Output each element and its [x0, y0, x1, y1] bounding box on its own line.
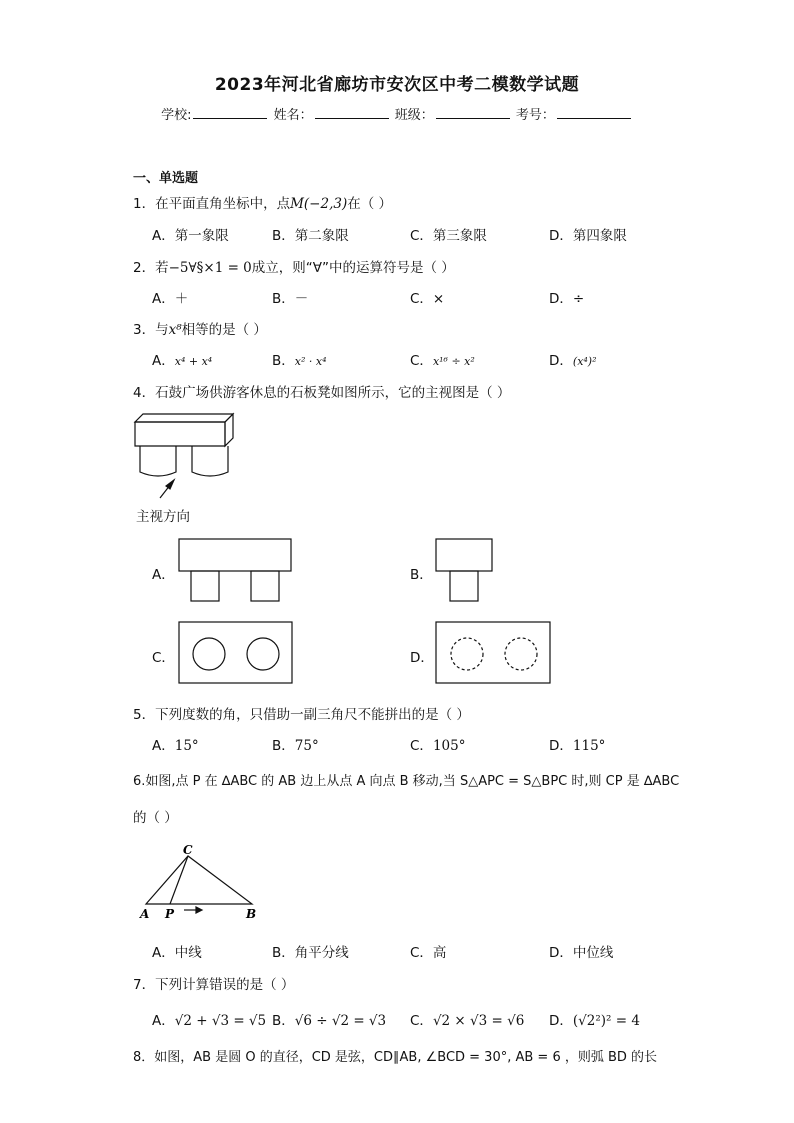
- q1-text-post: 在（ ）: [347, 196, 393, 212]
- question-2: [133, 256, 455, 276]
- q5-option-b[interactable]: [272, 734, 319, 754]
- question-5: 5．下列度数的角，只借助一副三角尺不能拼出的是（ ）: [133, 707, 470, 723]
- q1-option-b[interactable]: B．第二象限: [272, 228, 349, 244]
- q3-option-c[interactable]: [410, 349, 475, 369]
- q5-option-a[interactable]: [152, 734, 199, 754]
- q3-option-b-expr: x² · x⁴: [294, 355, 327, 368]
- q3-math: x⁸: [168, 322, 182, 338]
- section-heading: 一、单选题: [133, 171, 199, 186]
- q5-option-b-label: B．: [272, 738, 295, 754]
- q7-option-b-label: B．: [272, 1013, 295, 1029]
- triangle-abc-figure: [132, 840, 262, 922]
- student-info-line: [0, 104, 794, 123]
- q4-option-a-label[interactable]: A．: [152, 567, 175, 583]
- school-label: 学校:: [161, 108, 192, 123]
- bench-left-cylinder: [140, 446, 176, 476]
- q3-option-c-label: C．: [410, 353, 433, 369]
- question-6-line-2: 的（ ）: [133, 810, 178, 826]
- q3-option-d[interactable]: [549, 349, 597, 369]
- bench-3d-figure: [130, 408, 250, 500]
- q2-option-c[interactable]: C．×: [410, 291, 445, 307]
- q5-option-d-label: D．: [549, 738, 573, 754]
- q3-text-pre: 3．与: [133, 322, 169, 338]
- bench-front-face: [135, 422, 225, 446]
- q1-option-d[interactable]: D．第四象限: [549, 228, 627, 244]
- q1-math: M(−2,3): [290, 196, 348, 212]
- number-blank[interactable]: [557, 106, 631, 119]
- q4-option-b-label[interactable]: B．: [410, 567, 433, 583]
- q3-option-d-label: D．: [549, 353, 573, 369]
- q2-option-d[interactable]: D．÷: [549, 291, 585, 307]
- name-label: 姓名：: [273, 108, 313, 123]
- number-label: 考号：: [515, 108, 555, 123]
- question-8: 8．如图，AB 是圆 O 的直径，CD 是弦，CD∥AB, ∠BCD = 30°, AB = 6 ，则弧 BD 的长: [133, 1050, 658, 1065]
- q4-option-c-label[interactable]: C．: [152, 650, 175, 666]
- q2-text-post: 成立，则“∀”中的运算符号是（ ）: [251, 260, 455, 276]
- q2-option-a[interactable]: A．＋: [152, 291, 189, 307]
- view-direction-label: 主视方向: [136, 509, 190, 525]
- q3-option-c-expr: x¹⁶ ÷ x²: [432, 355, 475, 368]
- q5-option-a-label: A．: [152, 738, 175, 754]
- q2-math: −5∀§×1 = 0: [168, 260, 252, 276]
- q6-option-d[interactable]: D．中位线: [549, 945, 614, 961]
- q3-text-post: 相等的是（ ）: [181, 322, 267, 338]
- q7-option-a-expr: √2 + √3 = √5: [174, 1013, 267, 1029]
- q6-option-c[interactable]: C．高: [410, 945, 447, 961]
- q1-option-c[interactable]: C．第三象限: [410, 228, 487, 244]
- q5-option-c-label: C．: [410, 738, 433, 754]
- q5-option-c-value: 105°: [432, 738, 466, 754]
- point-a-label: A: [140, 907, 150, 921]
- q7-option-b[interactable]: [272, 1009, 386, 1029]
- q3-option-a[interactable]: [152, 349, 212, 369]
- triangle-abc: [146, 856, 252, 904]
- page-title: 2023年河北省廊坊市安次区中考二模数学试题: [214, 75, 580, 95]
- q2-text-pre: 2．若: [133, 260, 169, 276]
- question-1: [133, 192, 392, 212]
- q4-option-b-figure[interactable]: [435, 538, 495, 604]
- q7-option-b-expr: √6 ÷ √2 = √3: [294, 1013, 387, 1029]
- q5-option-b-value: 75°: [294, 738, 319, 754]
- q3-option-b-label: B．: [272, 353, 295, 369]
- q7-option-d[interactable]: [549, 1009, 640, 1029]
- q4-option-a-figure[interactable]: [178, 538, 294, 604]
- q1-option-a[interactable]: A．第一象限: [152, 228, 229, 244]
- q3-option-b[interactable]: [272, 349, 326, 369]
- question-4: 4．石鼓广场供游客休息的石板凳如图所示，它的主视图是（ ）: [133, 385, 511, 401]
- segment-cp: [170, 856, 188, 904]
- question-6-line-1: 6.如图,点 P 在 ∆ABC 的 AB 边上从点 A 向点 B 移动,当 S△APC = S△BPC 时,则 CP 是 ∆ABC: [133, 774, 680, 789]
- class-blank[interactable]: [436, 106, 510, 119]
- q5-option-d-value: 115°: [572, 738, 606, 754]
- q1-text-pre: 1．在平面直角坐标中，点: [133, 196, 291, 212]
- class-label: 班级：: [394, 108, 434, 123]
- q7-option-c[interactable]: [410, 1009, 524, 1029]
- q3-option-a-expr: x⁴ + x⁴: [174, 355, 213, 368]
- bench-top-face: [135, 414, 233, 422]
- question-3: [133, 318, 267, 338]
- point-c-label: C: [183, 843, 193, 857]
- q4-option-d-figure[interactable]: [435, 621, 553, 685]
- q4-option-c-figure[interactable]: [178, 621, 294, 685]
- bench-side-face: [225, 414, 233, 446]
- q7-option-d-expr: (√2²)² = 4: [572, 1013, 640, 1029]
- q6-option-a[interactable]: A．中线: [152, 945, 202, 961]
- q5-option-c[interactable]: [410, 734, 465, 754]
- q3-option-a-label: A．: [152, 353, 175, 369]
- move-arrow-head: [196, 907, 202, 913]
- point-b-label: B: [246, 907, 257, 921]
- point-p-label: P: [165, 907, 175, 921]
- q7-option-a[interactable]: [152, 1009, 266, 1029]
- view-arrow-head: [166, 480, 174, 489]
- q7-option-d-label: D．: [549, 1013, 573, 1029]
- q7-option-a-label: A．: [152, 1013, 175, 1029]
- q6-option-b[interactable]: B．角平分线: [272, 945, 349, 961]
- q4-option-d-label[interactable]: D．: [410, 650, 434, 666]
- school-blank[interactable]: [193, 106, 267, 119]
- name-blank[interactable]: [315, 106, 389, 119]
- q5-option-a-value: 15°: [174, 738, 199, 754]
- question-7: 7．下列计算错误的是（ ）: [133, 977, 295, 993]
- q7-option-c-label: C．: [410, 1013, 433, 1029]
- bench-right-cylinder: [192, 446, 228, 476]
- q3-option-d-expr: (x⁴)²: [572, 355, 597, 368]
- q5-option-d[interactable]: [549, 734, 605, 754]
- q2-option-b[interactable]: B．－: [272, 291, 309, 307]
- q7-option-c-expr: √2 × √3 = √6: [432, 1013, 525, 1029]
